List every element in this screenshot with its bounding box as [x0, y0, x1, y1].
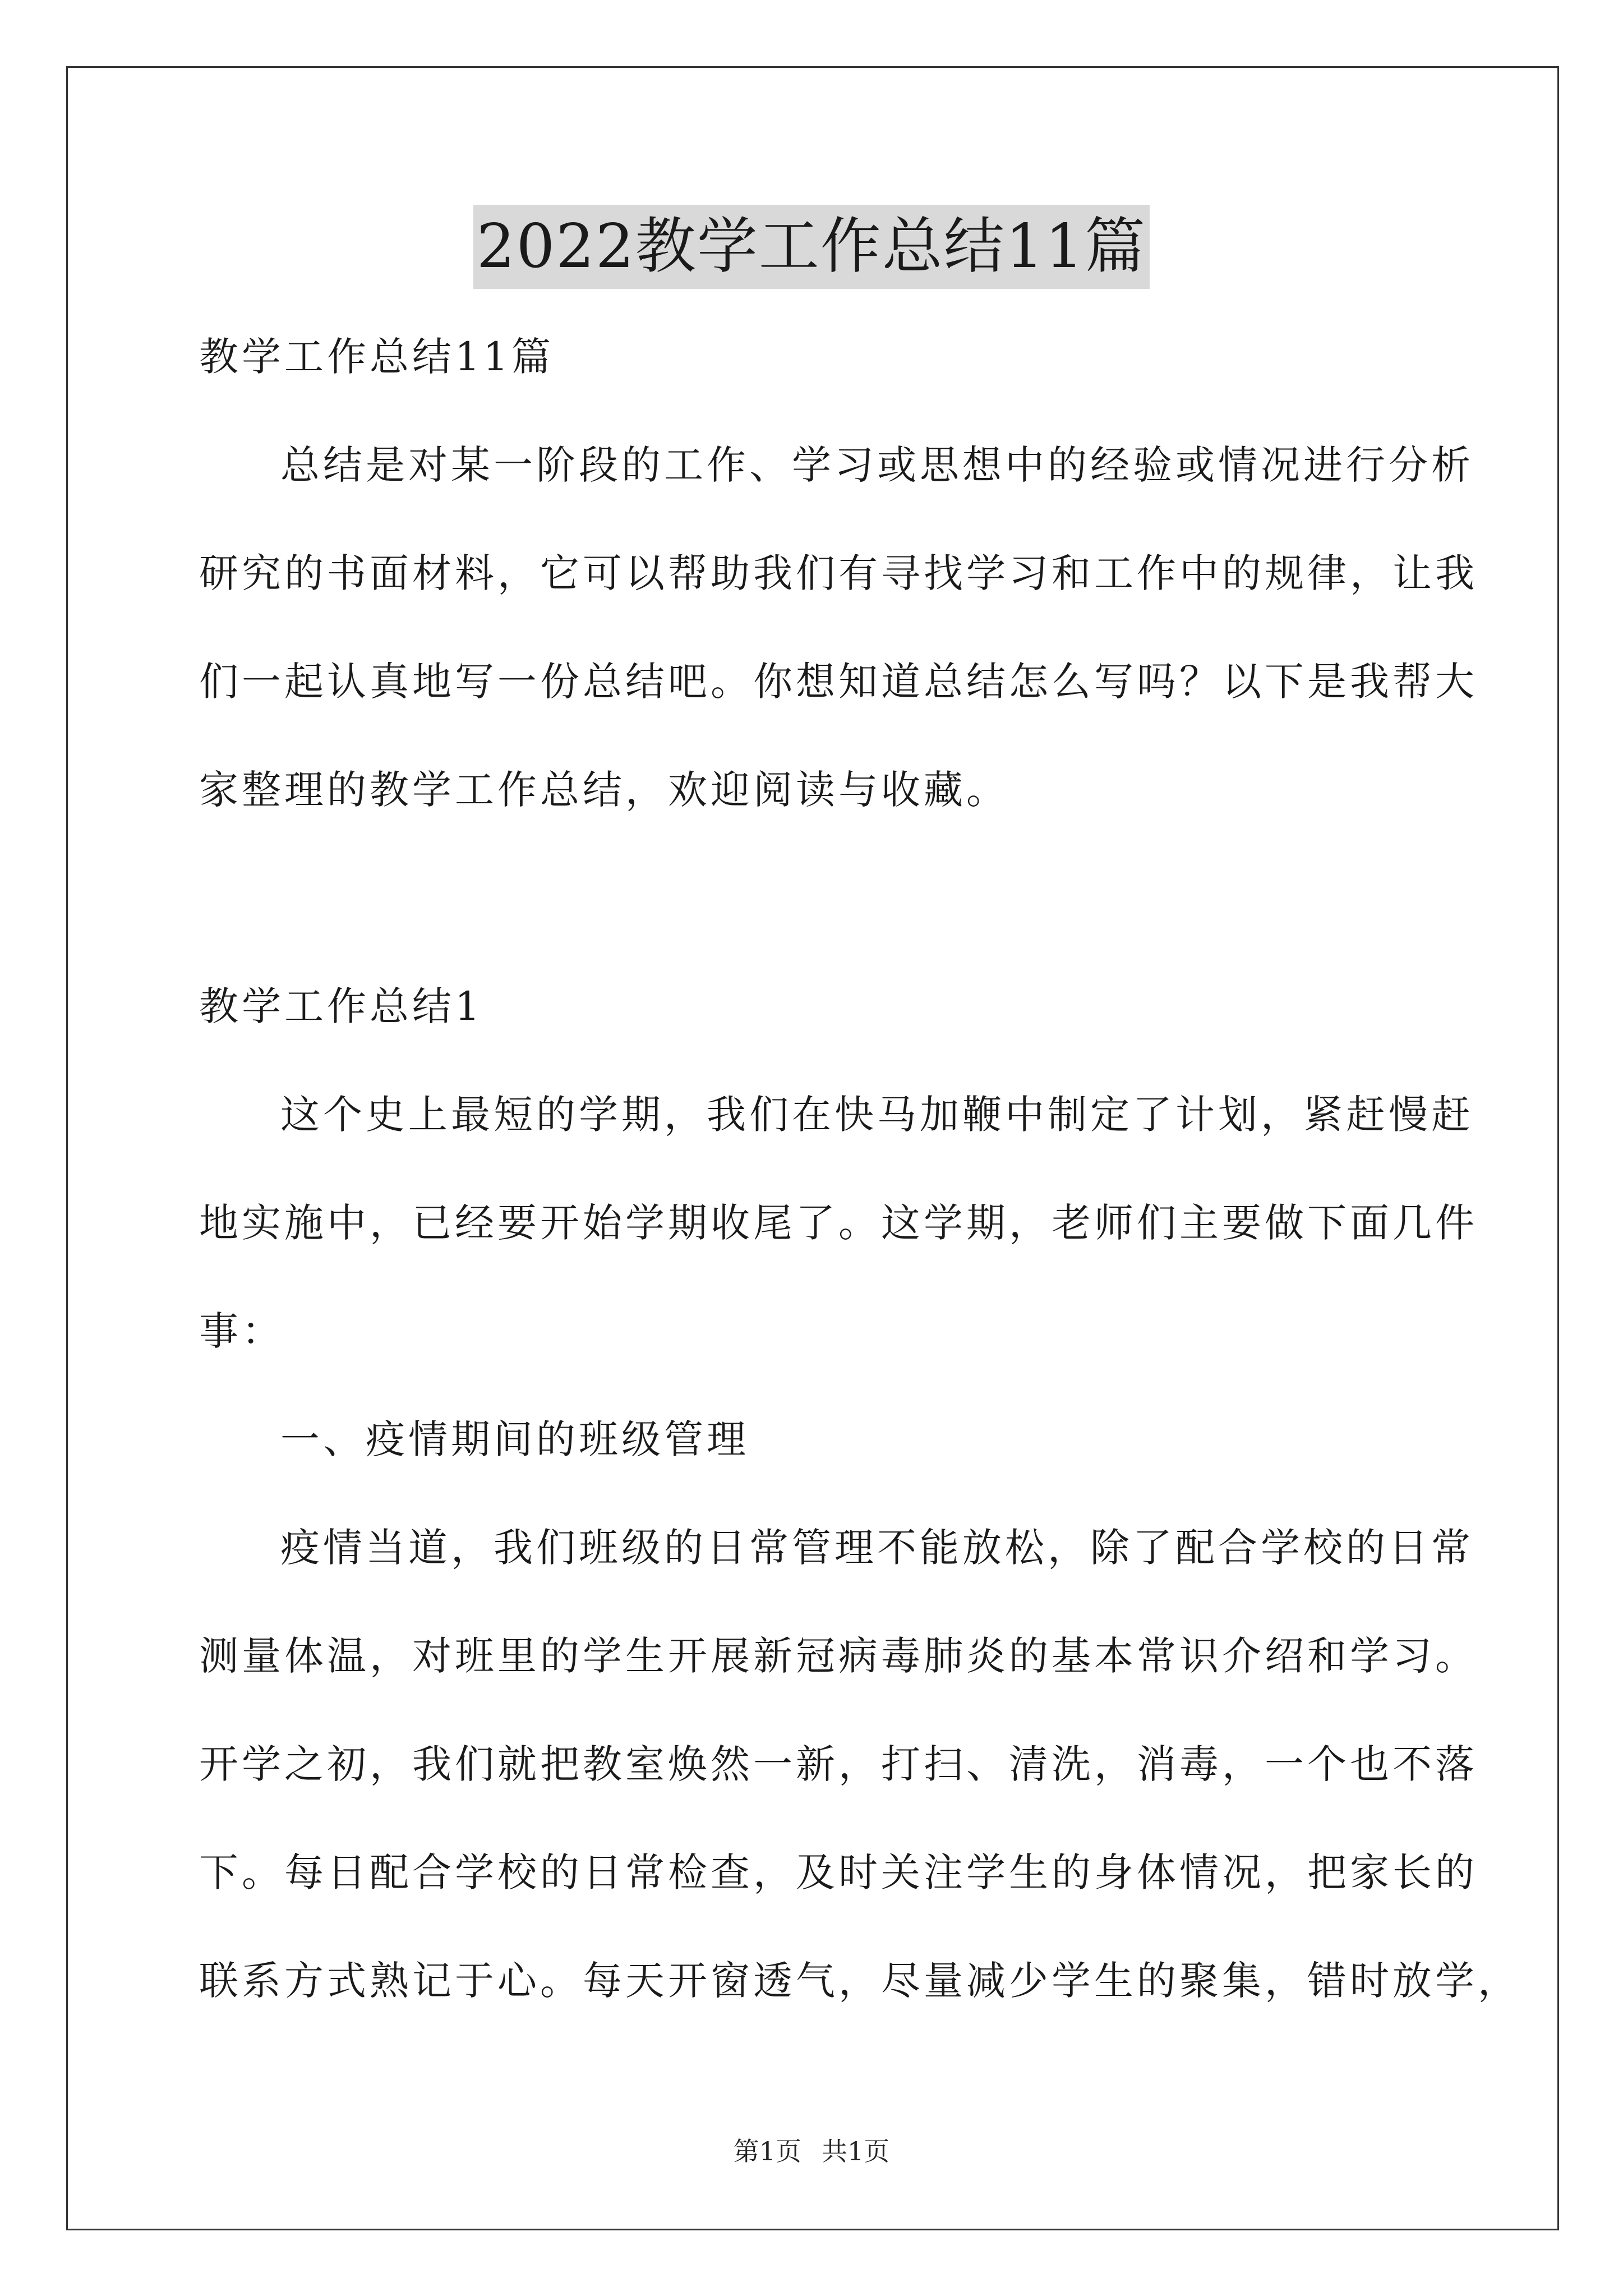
- paragraph-line: 事：: [199, 1308, 284, 1354]
- subtitle: 教学工作总结11篇: [199, 334, 555, 380]
- intro-line: 们一起认真地写一份总结吧。你想知道总结怎么写吗？以下是我帮大: [199, 659, 1478, 705]
- paragraph-line: 疫情当道，我们班级的日常管理不能放松，除了配合学校的日常: [280, 1525, 1474, 1571]
- page-number: 第1页: [733, 2136, 801, 2166]
- paragraph-line: 测量体温，对班里的学生开展新冠病毒肺炎的基本常识介绍和学习。: [199, 1633, 1478, 1679]
- page-total: 共1页: [822, 2136, 890, 2166]
- paragraph-line: 下。每日配合学校的日常检查，及时关注学生的身体情况，把家长的: [199, 1849, 1478, 1895]
- document-body: [199, 303, 1520, 2035]
- section-heading: 教学工作总结1: [199, 983, 483, 1029]
- intro-line: 家整理的教学工作总结，欢迎阅读与收藏。: [199, 767, 1009, 813]
- subheading: 一、疫情期间的班级管理: [280, 1416, 749, 1462]
- paragraph-line: 这个史上最短的学期，我们在快马加鞭中制定了计划，紧赶慢赶: [280, 1092, 1474, 1138]
- intro-line: 研究的书面材料，它可以帮助我们有寻找学习和工作中的规律，让我: [199, 550, 1478, 596]
- paragraph-line: 联系方式熟记于心。每天开窗透气，尽量减少学生的聚集，错时放学，: [199, 1958, 1520, 2004]
- paragraph-gap: [199, 844, 1433, 953]
- page-footer: [0, 2134, 1623, 2168]
- intro-line: 总结是对某一阶段的工作、学习或思想中的经验或情况进行分析: [280, 442, 1474, 488]
- document-title: 2022教学工作总结11篇: [473, 205, 1150, 289]
- paragraph-line: 开学之初，我们就把教室焕然一新，打扫、清洗，消毒，一个也不落: [199, 1741, 1478, 1787]
- title-wrap: [0, 205, 1623, 289]
- paragraph-line: 地实施中，已经要开始学期收尾了。这学期，老师们主要做下面几件: [199, 1200, 1478, 1246]
